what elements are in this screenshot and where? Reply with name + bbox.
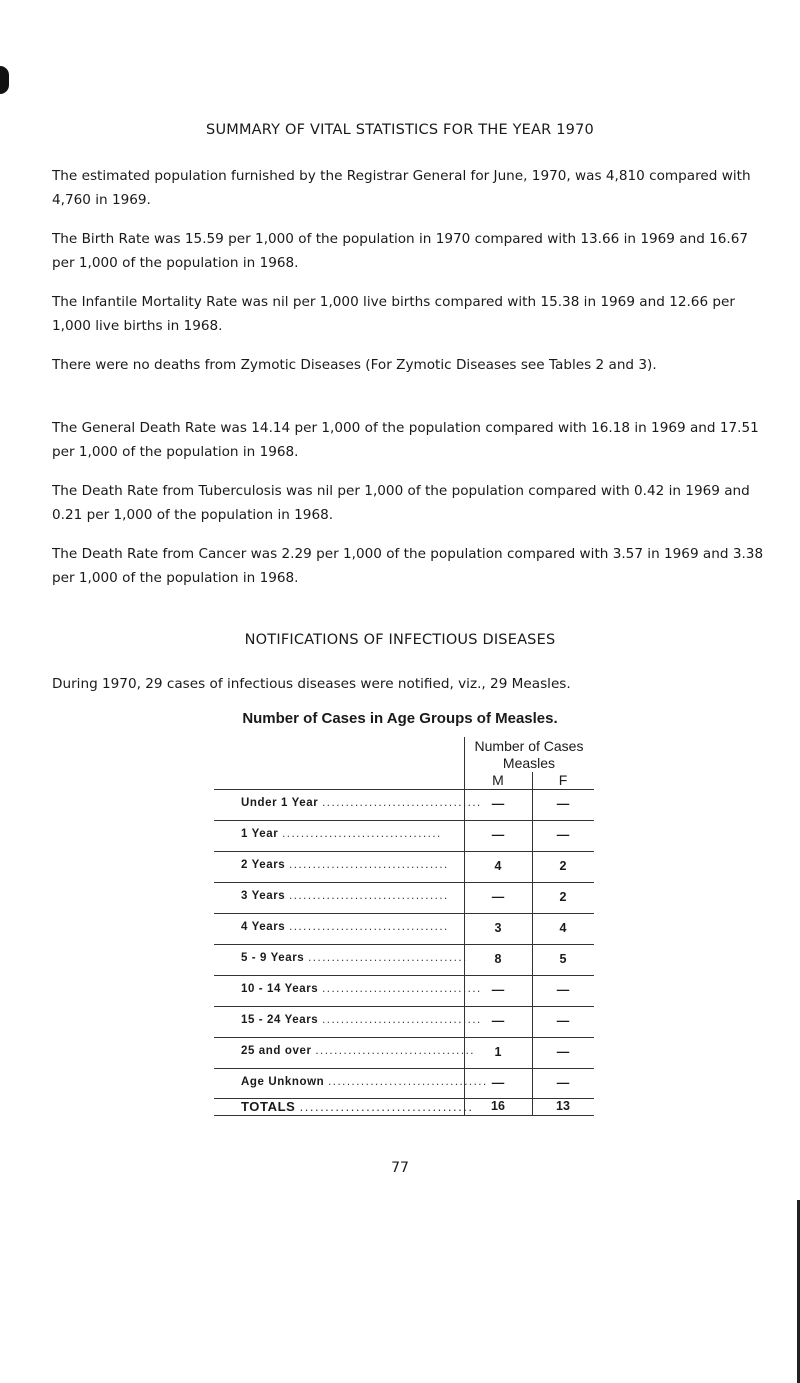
cell-m-3-years: — xyxy=(491,890,505,904)
row-label-totals: TOTALS .................................. xyxy=(241,1099,474,1114)
cell-m-15-24-years: — xyxy=(491,1014,505,1028)
cell-m-2-years: 4 xyxy=(494,859,502,873)
cell-f-25-and-over: — xyxy=(556,1045,570,1059)
cell-f-4-years: 4 xyxy=(559,921,567,935)
cell-m-5-9-years: 8 xyxy=(494,952,502,966)
row-label-2-years: 2 Years .................................. xyxy=(241,859,449,871)
rule-horizontal xyxy=(214,1068,594,1069)
cell-m-1-year: — xyxy=(491,828,505,842)
rule-horizontal xyxy=(214,1037,594,1038)
paragraph-death-rate: The General Death Rate was 14.14 per 1,000 of the population compared with 16.18 in 1969 and 17.51 per 1,000 of the population in 1968. xyxy=(52,420,759,460)
paragraph-birth-rate: The Birth Rate was 15.59 per 1,000 of the population in 1970 compared with 13.66 in 1969 and 16.67 per 1,000 of the population in 1968. xyxy=(52,231,749,271)
cell-f-3-years: 2 xyxy=(559,890,567,904)
header-number-of-cases: Number of Cases xyxy=(474,738,584,754)
cell-m-10-14-years: — xyxy=(491,983,505,997)
rule-horizontal xyxy=(214,851,594,852)
rule-horizontal xyxy=(214,944,594,945)
cell-m-age-unknown: — xyxy=(491,1076,505,1090)
row-label-5-9-years: 5 - 9 Years .................................. xyxy=(241,952,468,964)
cell-f-10-14-years: — xyxy=(556,983,570,997)
row-label-3-years: 3 Years .................................. xyxy=(241,890,449,902)
cell-f-under-1-year: — xyxy=(556,797,570,811)
rule-horizontal xyxy=(214,820,594,821)
header-f: F xyxy=(558,772,568,788)
cell-m-under-1-year: — xyxy=(491,797,505,811)
header-measles: Measles xyxy=(502,755,556,771)
cell-f-5-9-years: 5 xyxy=(559,952,567,966)
rule-horizontal xyxy=(214,882,594,883)
row-label-15-24-years: 15 - 24 Years .................................. xyxy=(241,1014,482,1026)
paragraph-zymotic: There were no deaths from Zymotic Diseases (For Zymotic Diseases see Tables 2 and 3). xyxy=(52,357,657,373)
paragraph-cancer: The Death Rate from Cancer was 2.29 per 1,000 of the population compared with 3.57 in 1969 and 3.38 per 1,000 of the population in 1968. xyxy=(52,546,764,586)
cell-m-4-years: 3 xyxy=(494,921,502,935)
cell-f-15-24-years: — xyxy=(556,1014,570,1028)
cell-m-totals: 16 xyxy=(491,1099,505,1113)
paragraph-tuberculosis: The Death Rate from Tuberculosis was nil per 1,000 of the population compared with 0.42 in 1969 and 0.21 per 1,000 of the population in 1968. xyxy=(52,483,750,523)
rule-horizontal xyxy=(214,975,594,976)
row-label-1-year: 1 Year .................................. xyxy=(241,828,442,840)
cell-m-25-and-over: 1 xyxy=(494,1045,502,1059)
cell-f-1-year: — xyxy=(556,828,570,842)
row-label-4-years: 4 Years .................................. xyxy=(241,921,449,933)
paragraph-infant-mortality: The Infantile Mortality Rate was nil per 1,000 live births compared with 15.38 in 1969 and 12.66 per 1,000 live births in 1968. xyxy=(52,294,736,334)
rule-horizontal xyxy=(214,789,594,790)
summary-title: SUMMARY OF VITAL STATISTICS FOR THE YEAR 1970 xyxy=(206,122,594,138)
rule-horizontal xyxy=(214,1006,594,1007)
measles-table xyxy=(214,735,594,1115)
row-label-10-14-years: 10 - 14 Years .................................. xyxy=(241,983,482,995)
cell-f-age-unknown: — xyxy=(556,1076,570,1090)
paragraph-notifications: During 1970, 29 cases of infectious diseases were notified, viz., 29 Measles. xyxy=(52,676,571,692)
row-label-age-unknown: Age Unknown .................................. xyxy=(241,1076,488,1088)
rule-horizontal xyxy=(214,913,594,914)
cell-f-2-years: 2 xyxy=(559,859,567,873)
scan-mark xyxy=(0,66,9,94)
table-title: Number of Cases in Age Groups of Measles. xyxy=(242,710,558,727)
cell-f-totals: 13 xyxy=(556,1099,570,1113)
row-label-25-and-over: 25 and over .................................. xyxy=(241,1045,475,1057)
row-label-under-1-year: Under 1 Year .................................. xyxy=(241,797,482,809)
notifications-title: NOTIFICATIONS OF INFECTIOUS DISEASES xyxy=(244,632,556,648)
page-number: 77 xyxy=(391,1160,409,1176)
header-m: M xyxy=(492,772,504,788)
paragraph-population: The estimated population furnished by the Registrar General for June, 1970, was 4,810 compared with 4,760 in 1969. xyxy=(52,168,751,208)
